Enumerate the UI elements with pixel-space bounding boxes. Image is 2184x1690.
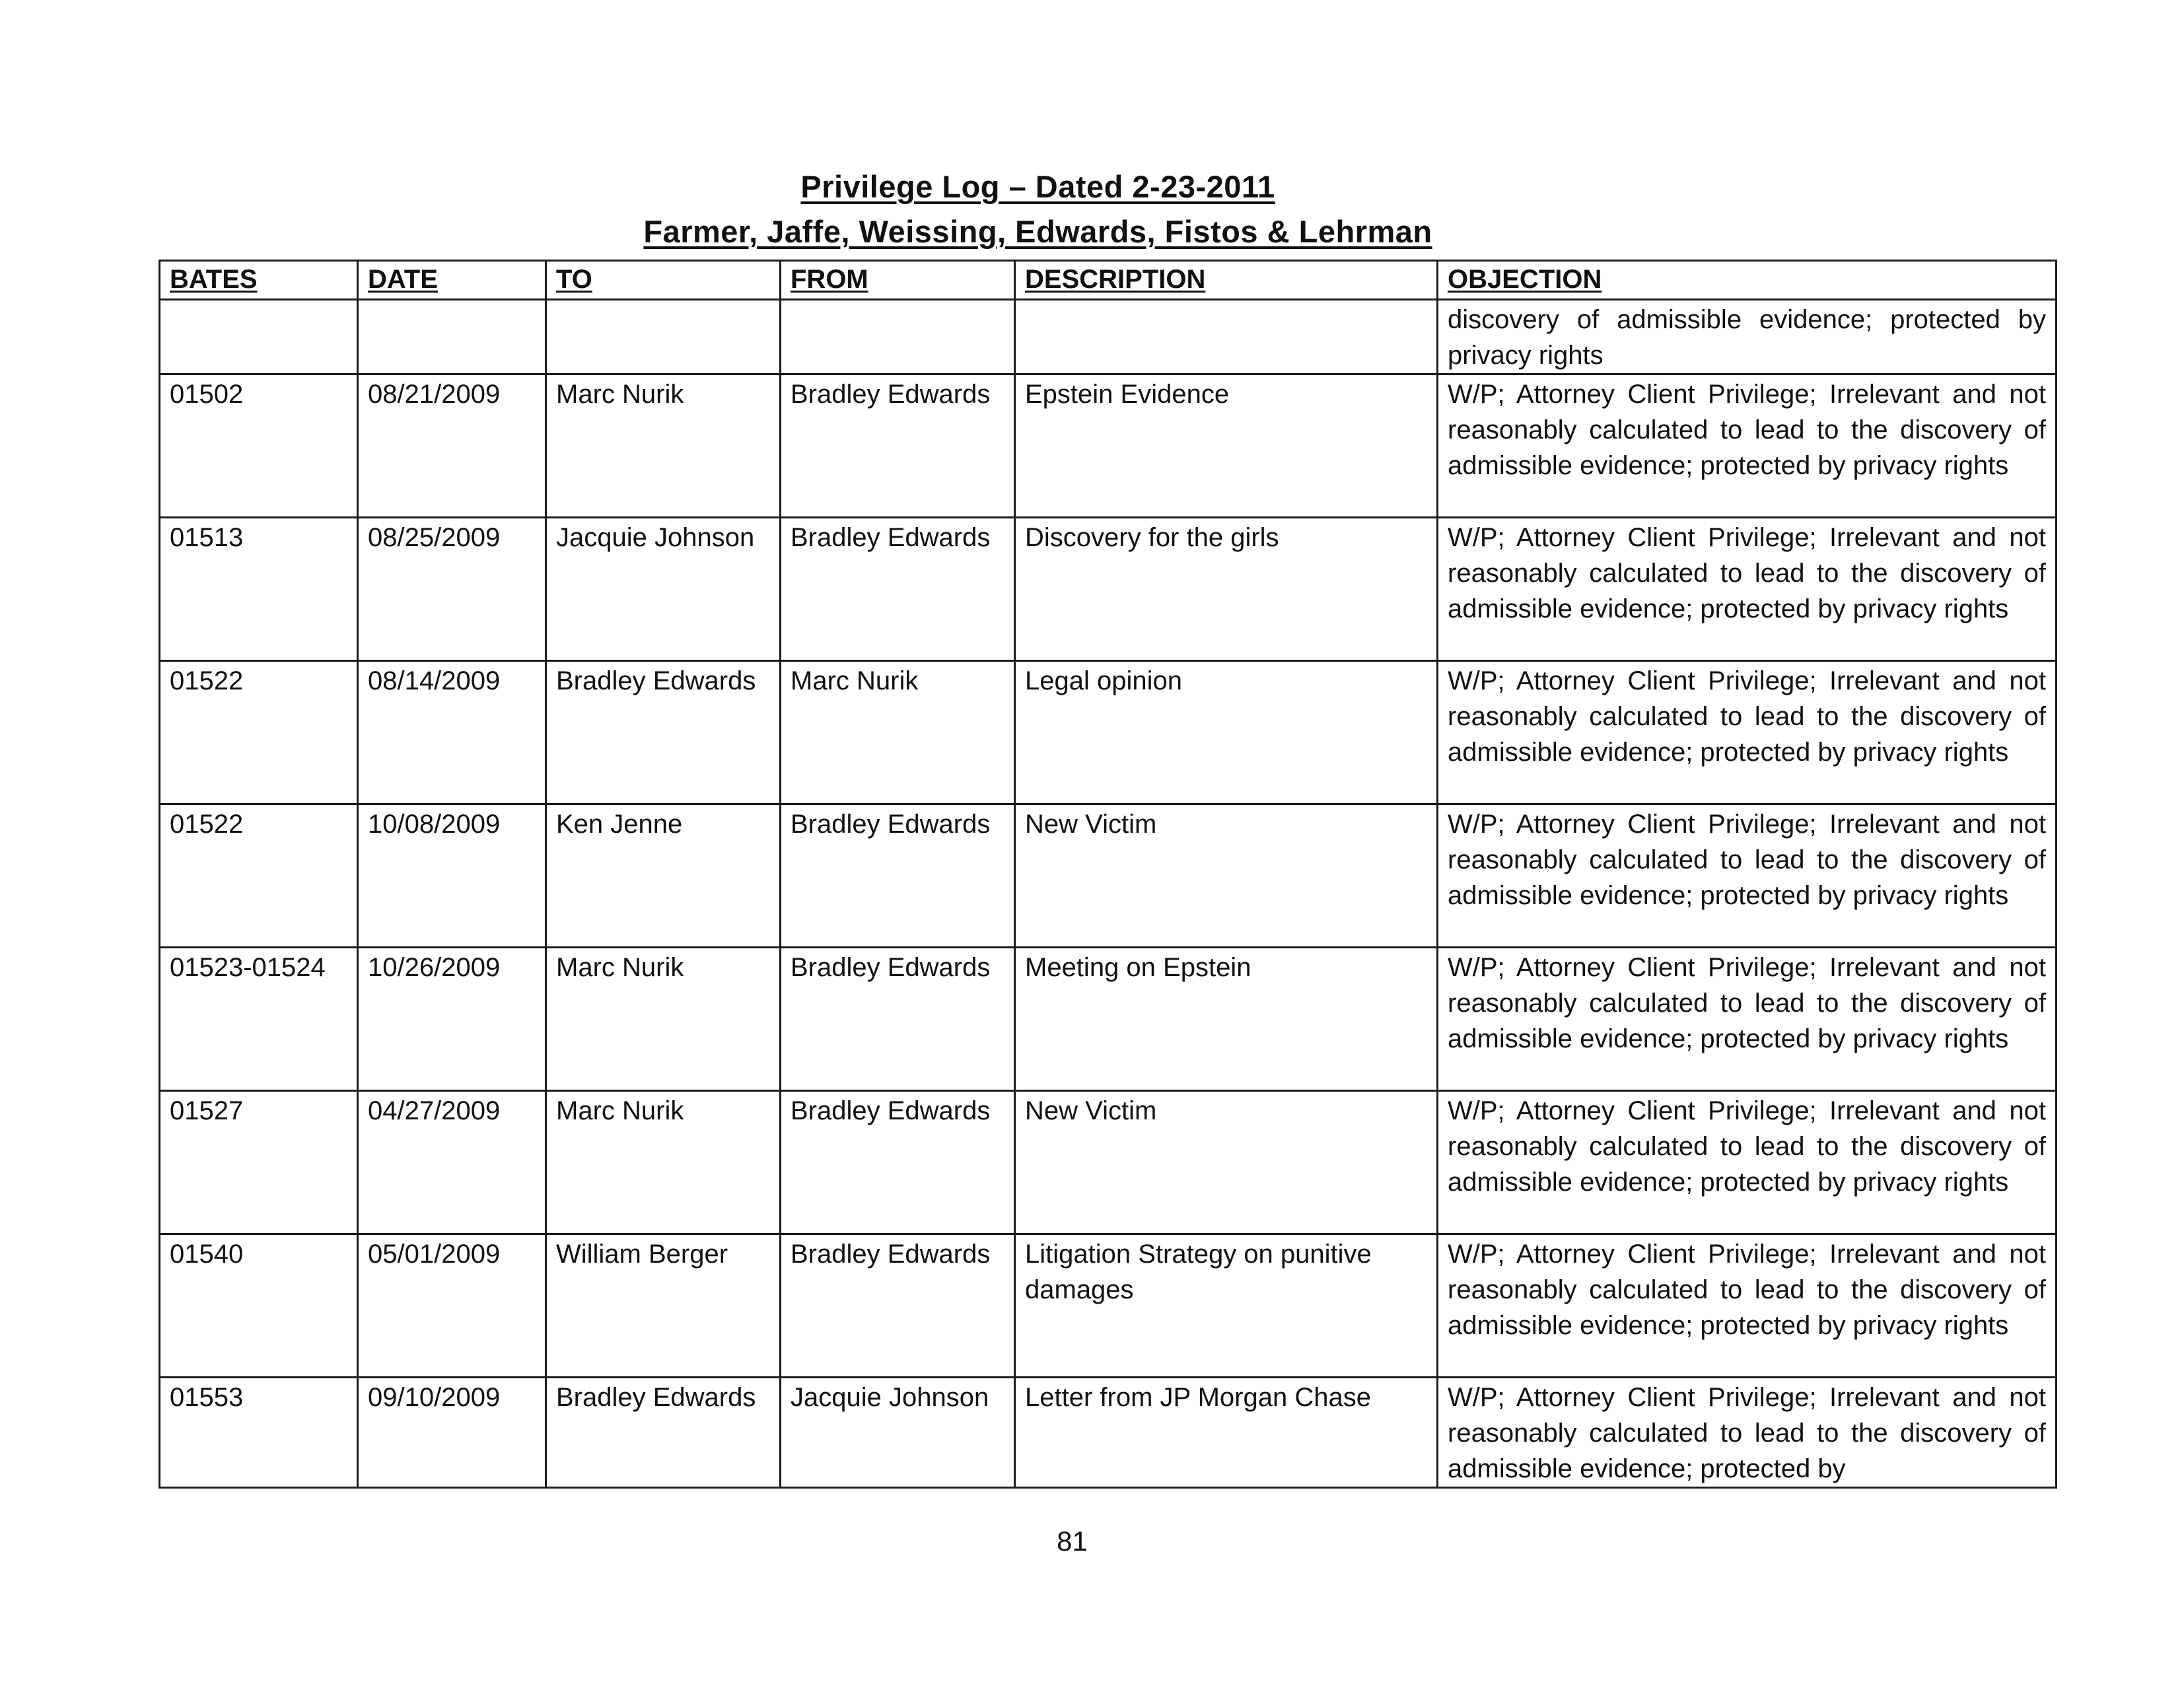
cell-description: Litigation Strategy on punitive damages — [1015, 1234, 1438, 1378]
cell-from — [781, 300, 1015, 374]
cell-description: Meeting on Epstein — [1015, 948, 1438, 1091]
table-row — [160, 1378, 2057, 1488]
header-objection: OBJECTION — [1438, 261, 2057, 300]
cell-from: Bradley Edwards — [781, 948, 1015, 1091]
cell-to: Jacquie Johnson — [546, 518, 781, 661]
cell-bates: 01513 — [160, 518, 358, 661]
privilege-log-table — [159, 260, 2057, 1489]
cell-description: New Victim — [1015, 1091, 1438, 1234]
cell-bates: 01502 — [160, 374, 358, 518]
table-row-continuation — [160, 300, 2057, 374]
header-description: DESCRIPTION — [1015, 261, 1438, 300]
cell-objection: W/P; Attorney Client Privilege; Irrelevant and not reasonably calculated to lead to the discovery of admissible evidence; protected by privacy rights — [1438, 1091, 2057, 1234]
cell-objection: W/P; Attorney Client Privilege; Irrelevant and not reasonably calculated to lead to the discovery of admissible evidence; protected by — [1438, 1378, 2057, 1488]
cell-to: Marc Nurik — [546, 374, 781, 518]
table-header-row — [160, 261, 2057, 300]
cell-from: Bradley Edwards — [781, 1234, 1015, 1378]
cell-to: Marc Nurik — [546, 1091, 781, 1234]
table-row — [160, 374, 2057, 518]
header-to: TO — [546, 261, 781, 300]
table-row — [160, 1234, 2057, 1378]
cell-date: 10/08/2009 — [358, 804, 546, 948]
cell-objection: W/P; Attorney Client Privilege; Irrelevant and not reasonably calculated to lead to the discovery of admissible evidence; protected by privacy rights — [1438, 1234, 2057, 1378]
cell-from: Bradley Edwards — [781, 518, 1015, 661]
cell-to: Bradley Edwards — [546, 661, 781, 804]
cell-date: 10/26/2009 — [358, 948, 546, 1091]
cell-description: New Victim — [1015, 804, 1438, 948]
cell-objection: W/P; Attorney Client Privilege; Irrelevant and not reasonably calculated to lead to the discovery of admissible evidence; protected by privacy rights — [1438, 518, 2057, 661]
table-row — [160, 804, 2057, 948]
table-row — [160, 518, 2057, 661]
cell-objection: W/P; Attorney Client Privilege; Irrelevant and not reasonably calculated to lead to the discovery of admissible evidence; protected by privacy rights — [1438, 374, 2057, 518]
document-subtitle: Farmer, Jaffe, Weissing, Edwards, Fistos & Lehrman — [643, 214, 1432, 249]
cell-bates: 01522 — [160, 804, 358, 948]
cell-description: Discovery for the girls — [1015, 518, 1438, 661]
cell-objection: discovery of admissible evidence; protected by privacy rights — [1438, 300, 2057, 374]
cell-to: Bradley Edwards — [546, 1378, 781, 1488]
cell-from: Bradley Edwards — [781, 1091, 1015, 1234]
cell-bates: 01540 — [160, 1234, 358, 1378]
cell-to: Ken Jenne — [546, 804, 781, 948]
table-row — [160, 661, 2057, 804]
cell-bates: 01553 — [160, 1378, 358, 1488]
header-bates: BATES — [160, 261, 358, 300]
table-row — [160, 1091, 2057, 1234]
cell-from: Marc Nurik — [781, 661, 1015, 804]
cell-description: Epstein Evidence — [1015, 374, 1438, 518]
cell-to: Marc Nurik — [546, 948, 781, 1091]
cell-bates: 01527 — [160, 1091, 358, 1234]
cell-from: Bradley Edwards — [781, 374, 1015, 518]
header-date: DATE — [358, 261, 546, 300]
cell-objection: W/P; Attorney Client Privilege; Irrelevant and not reasonably calculated to lead to the discovery of admissible evidence; protected by privacy rights — [1438, 948, 2057, 1091]
header-from: FROM — [781, 261, 1015, 300]
cell-bates — [160, 300, 358, 374]
cell-from: Jacquie Johnson — [781, 1378, 1015, 1488]
cell-description: Letter from JP Morgan Chase — [1015, 1378, 1438, 1488]
cell-bates: 01522 — [160, 661, 358, 804]
cell-date: 08/25/2009 — [358, 518, 546, 661]
cell-objection: W/P; Attorney Client Privilege; Irrelevant and not reasonably calculated to lead to the discovery of admissible evidence; protected by privacy rights — [1438, 661, 2057, 804]
table-row — [160, 948, 2057, 1091]
cell-to: William Berger — [546, 1234, 781, 1378]
cell-bates: 01523-01524 — [160, 948, 358, 1091]
cell-date — [358, 300, 546, 374]
cell-description — [1015, 300, 1438, 374]
cell-description: Legal opinion — [1015, 661, 1438, 804]
cell-date: 05/01/2009 — [358, 1234, 546, 1378]
cell-date: 08/14/2009 — [358, 661, 546, 804]
cell-date: 04/27/2009 — [358, 1091, 546, 1234]
document-title: Privilege Log – Dated 2-23-2011 — [800, 169, 1275, 204]
cell-date: 08/21/2009 — [358, 374, 546, 518]
cell-from: Bradley Edwards — [781, 804, 1015, 948]
page-number: 81 — [1057, 1526, 1088, 1557]
cell-date: 09/10/2009 — [358, 1378, 546, 1488]
cell-objection: W/P; Attorney Client Privilege; Irrelevant and not reasonably calculated to lead to the discovery of admissible evidence; protected by privacy rights — [1438, 804, 2057, 948]
cell-to — [546, 300, 781, 374]
